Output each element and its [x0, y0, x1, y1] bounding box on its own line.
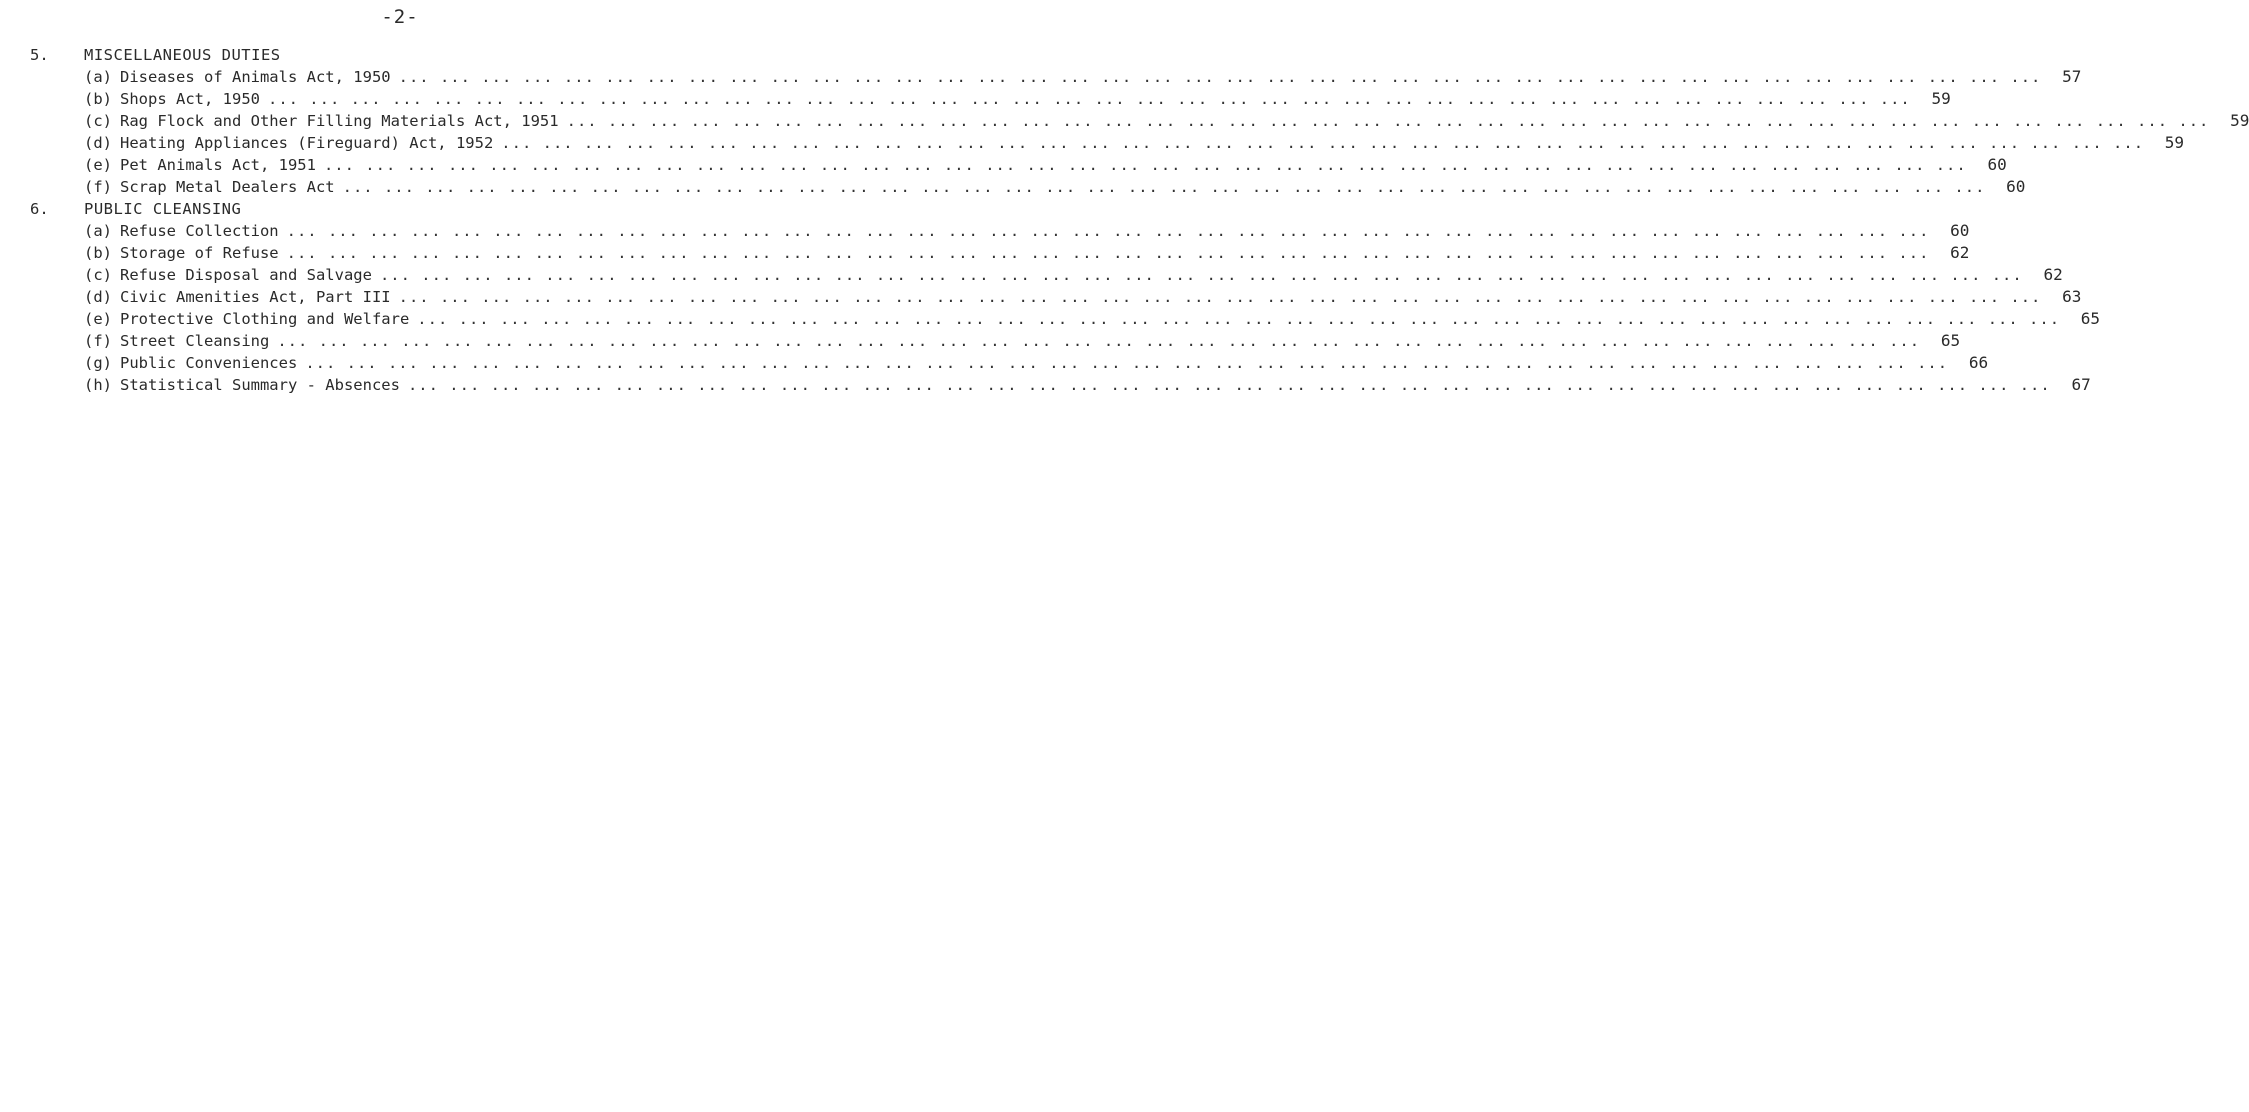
section-number: 6. [30, 200, 49, 218]
entry-letter: (h) [84, 376, 112, 394]
toc-entry[interactable] [30, 242, 1970, 264]
entry-letter: (c) [84, 112, 112, 130]
toc-entry[interactable] [30, 88, 1951, 110]
entry-title: Refuse Disposal and Salvage [120, 266, 372, 284]
toc-entry[interactable] [30, 374, 2091, 396]
entry-title: Scrap Metal Dealers Act [120, 178, 335, 196]
entry-letter: (f) [84, 178, 112, 196]
entry-title: Protective Clothing and Welfare [120, 310, 410, 328]
entry-title: Statistical Summary - Absences [120, 376, 400, 394]
entry-letter: (b) [84, 244, 112, 262]
entry-page-number: 57 [2062, 67, 2082, 86]
entry-page-number: 60 [2006, 177, 2026, 196]
entry-title: Pet Animals Act, 1951 [120, 156, 316, 174]
entry-letter: (d) [84, 288, 112, 306]
dot-leader: ... ... ... ... ... ... ... ... ... ... ... ... ... ... ... ... ... ... ... ... ... ... ... ... ... ... ... ... ... ... ... ... ... ... ... ... ... ... ... ... [566, 112, 2210, 130]
entry-title: Refuse Collection [120, 222, 279, 240]
entry-title: Storage of Refuse [120, 244, 279, 262]
entry-page-number: 59 [2164, 133, 2185, 152]
section-heading [30, 44, 740, 66]
dot-leader: ... ... ... ... ... ... ... ... ... ... ... ... ... ... ... ... ... ... ... ... ... ... ... ... ... ... ... ... ... ... ... ... ... ... ... ... ... ... ... ... [286, 244, 1930, 262]
entry-page-number: 62 [2043, 265, 2063, 284]
dot-leader: ... ... ... ... ... ... ... ... ... ... ... ... ... ... ... ... ... ... ... ... ... ... ... ... ... ... ... ... ... ... ... ... ... ... ... ... ... ... ... ... [501, 134, 2145, 152]
section-heading [30, 198, 740, 220]
table-of-contents [30, 44, 2249, 396]
toc-entry[interactable] [30, 220, 1970, 242]
dot-leader: ... ... ... ... ... ... ... ... ... ... ... ... ... ... ... ... ... ... ... ... ... ... ... ... ... ... ... ... ... ... ... ... ... ... ... ... ... ... ... ... [407, 376, 2051, 394]
toc-entry[interactable] [30, 132, 2185, 154]
entry-page-number: 65 [1940, 331, 1961, 350]
toc-entry[interactable] [30, 286, 2082, 308]
entry-page-number: 60 [1987, 155, 2007, 174]
dot-leader: ... ... ... ... ... ... ... ... ... ... ... ... ... ... ... ... ... ... ... ... ... ... ... ... ... ... ... ... ... ... ... ... ... ... ... ... ... ... ... ... [267, 90, 1911, 108]
toc-entry[interactable] [30, 330, 1961, 352]
entry-page-number: 60 [1950, 221, 1970, 240]
entry-page-number: 59 [1931, 89, 1951, 108]
dot-leader: ... ... ... ... ... ... ... ... ... ... ... ... ... ... ... ... ... ... ... ... ... ... ... ... ... ... ... ... ... ... ... ... ... ... ... ... ... ... ... ... [417, 310, 2061, 328]
dot-leader: ... ... ... ... ... ... ... ... ... ... ... ... ... ... ... ... ... ... ... ... ... ... ... ... ... ... ... ... ... ... ... ... ... ... ... ... ... ... ... ... [379, 266, 2023, 284]
entry-letter: (d) [84, 134, 112, 152]
entry-letter: (a) [84, 222, 112, 240]
entry-title: Rag Flock and Other Filling Materials Act, 1951 [120, 112, 559, 130]
entry-letter: (e) [84, 156, 112, 174]
dot-leader: ... ... ... ... ... ... ... ... ... ... ... ... ... ... ... ... ... ... ... ... ... ... ... ... ... ... ... ... ... ... ... ... ... ... ... ... ... ... ... ... [286, 222, 1930, 240]
entry-page-number: 59 [2230, 111, 2249, 130]
toc-entry[interactable] [30, 264, 2063, 286]
toc-entry[interactable] [30, 154, 2007, 176]
entry-page-number: 63 [2062, 287, 2082, 306]
entry-title: Civic Amenities Act, Part III [120, 288, 391, 306]
entry-letter: (b) [84, 90, 112, 108]
entry-title: Heating Appliances (Fireguard) Act, 1952 [120, 134, 494, 152]
entry-letter: (c) [84, 266, 112, 284]
section-number: 5. [30, 46, 49, 64]
toc-entry[interactable] [30, 176, 2026, 198]
entry-page-number: 62 [1950, 243, 1970, 262]
entry-letter: (f) [84, 332, 112, 350]
toc-entry[interactable] [30, 308, 2101, 330]
entry-title: Street Cleansing [120, 332, 270, 350]
dot-leader: ... ... ... ... ... ... ... ... ... ... ... ... ... ... ... ... ... ... ... ... ... ... ... ... ... ... ... ... ... ... ... ... ... ... ... ... ... ... ... ... [398, 288, 2042, 306]
dot-leader: ... ... ... ... ... ... ... ... ... ... ... ... ... ... ... ... ... ... ... ... ... ... ... ... ... ... ... ... ... ... ... ... ... ... ... ... ... ... ... ... [342, 178, 1986, 196]
dot-leader: ... ... ... ... ... ... ... ... ... ... ... ... ... ... ... ... ... ... ... ... ... ... ... ... ... ... ... ... ... ... ... ... ... ... ... ... ... ... ... ... [305, 354, 1949, 372]
page-number: -2- [381, 6, 419, 28]
section-title: MISCELLANEOUS DUTIES [84, 46, 281, 64]
entry-title: Diseases of Animals Act, 1950 [120, 68, 391, 86]
section-title: PUBLIC CLEANSING [84, 200, 242, 218]
toc-entry[interactable] [30, 110, 2249, 132]
toc-entry[interactable] [30, 352, 1989, 374]
entry-letter: (e) [84, 310, 112, 328]
dot-leader: ... ... ... ... ... ... ... ... ... ... ... ... ... ... ... ... ... ... ... ... ... ... ... ... ... ... ... ... ... ... ... ... ... ... ... ... ... ... ... ... [277, 332, 1921, 350]
entry-page-number: 66 [1968, 353, 1989, 372]
dot-leader: ... ... ... ... ... ... ... ... ... ... ... ... ... ... ... ... ... ... ... ... ... ... ... ... ... ... ... ... ... ... ... ... ... ... ... ... ... ... ... ... [323, 156, 1967, 174]
entry-letter: (g) [84, 354, 112, 372]
entry-page-number: 65 [2080, 309, 2101, 328]
entry-page-number: 67 [2071, 375, 2091, 394]
entry-letter: (a) [84, 68, 112, 86]
entry-title: Shops Act, 1950 [120, 90, 260, 108]
dot-leader: ... ... ... ... ... ... ... ... ... ... ... ... ... ... ... ... ... ... ... ... ... ... ... ... ... ... ... ... ... ... ... ... ... ... ... ... ... ... ... ... [398, 68, 2042, 86]
entry-title: Public Conveniences [120, 354, 298, 372]
toc-entry[interactable] [30, 66, 2082, 88]
